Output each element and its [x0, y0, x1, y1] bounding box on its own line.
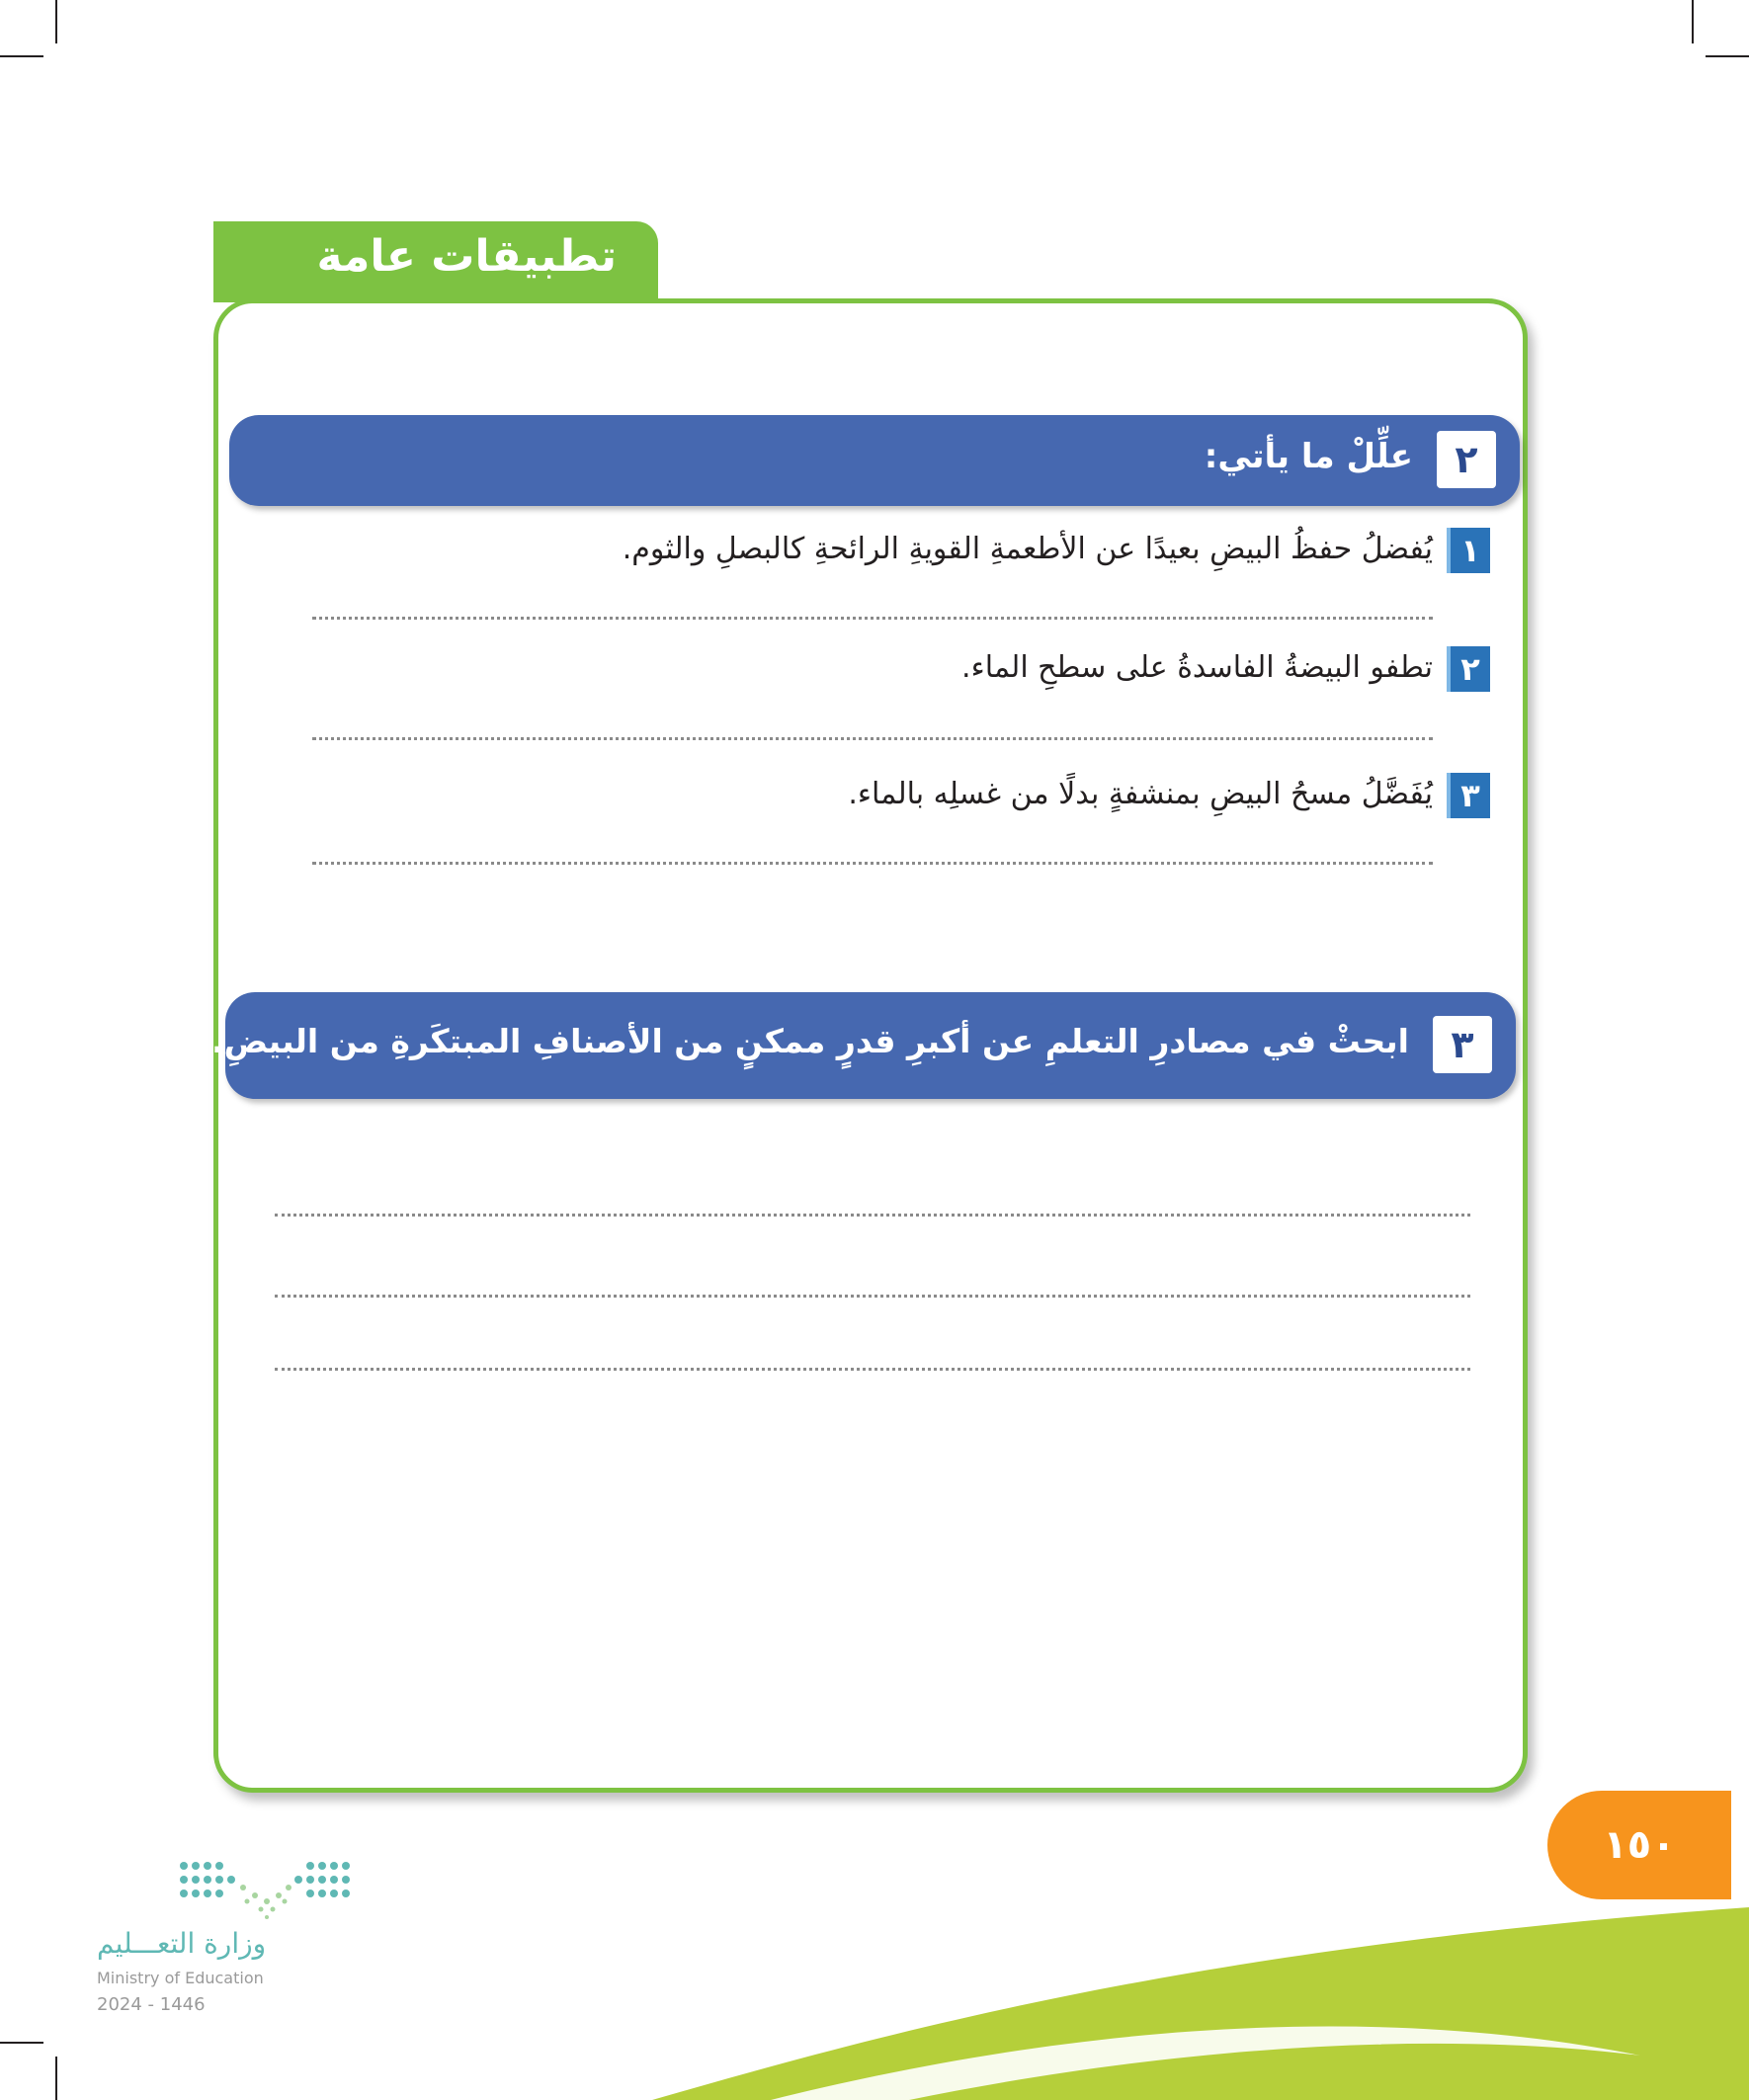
item-1-number: ١ — [1447, 528, 1490, 573]
crop-mark — [55, 0, 57, 43]
answer-line[interactable] — [275, 1295, 1470, 1298]
item-3-number: ٣ — [1447, 773, 1490, 818]
answer-line[interactable] — [312, 737, 1433, 740]
item-1-text: يُفضلُ حفظُ البيضِ بعيدًا عن الأطعمةِ القويةِ الرائحةِ كالبصلِ والثوم. — [622, 532, 1433, 566]
crop-mark — [0, 55, 43, 57]
question-3-banner — [211, 992, 1516, 1099]
item-2-text: تطفو البيضةُ الفاسدةُ على سطحِ الماء. — [961, 650, 1433, 685]
decorative-swoosh — [652, 1907, 1749, 2100]
question-2-prompt: علِّلْ ما يأتي: — [1204, 437, 1413, 476]
answer-line[interactable] — [312, 862, 1433, 865]
item-3-text: يُفَضَّلُ مسحُ البيضِ بمنشفةٍ بدلًا من غسلِه بالماء. — [848, 777, 1433, 811]
section-title: تطبيقات عامة — [316, 231, 617, 282]
section-tab — [213, 221, 658, 302]
question-2-banner — [229, 415, 1520, 506]
question-3-prompt: ابحثْ في مصادرِ التعلمِ عن أكبرِ قدرٍ ممكنٍ من الأصنافِ المبتكَرةِ من البيضِ. — [211, 1022, 1409, 1060]
question-3-number: ٣ — [1433, 1016, 1492, 1073]
question-2-number: ٢ — [1437, 431, 1496, 488]
ministry-year: 2024 - 1446 — [97, 1994, 206, 2015]
answer-line[interactable] — [312, 617, 1433, 620]
ministry-name-english: Ministry of Education — [97, 1969, 264, 1987]
answer-line[interactable] — [275, 1368, 1470, 1371]
crop-mark — [1692, 0, 1694, 43]
ministry-logo-icon — [178, 1858, 352, 1921]
item-2-number: ٢ — [1447, 646, 1490, 692]
ministry-name-arabic: وزارة التعـــليم — [97, 1927, 267, 1960]
crop-mark — [0, 2042, 43, 2044]
crop-mark — [1706, 55, 1749, 57]
crop-mark — [55, 2057, 57, 2100]
answer-line[interactable] — [275, 1214, 1470, 1217]
page-number: ١٥٠ — [1547, 1791, 1731, 1899]
